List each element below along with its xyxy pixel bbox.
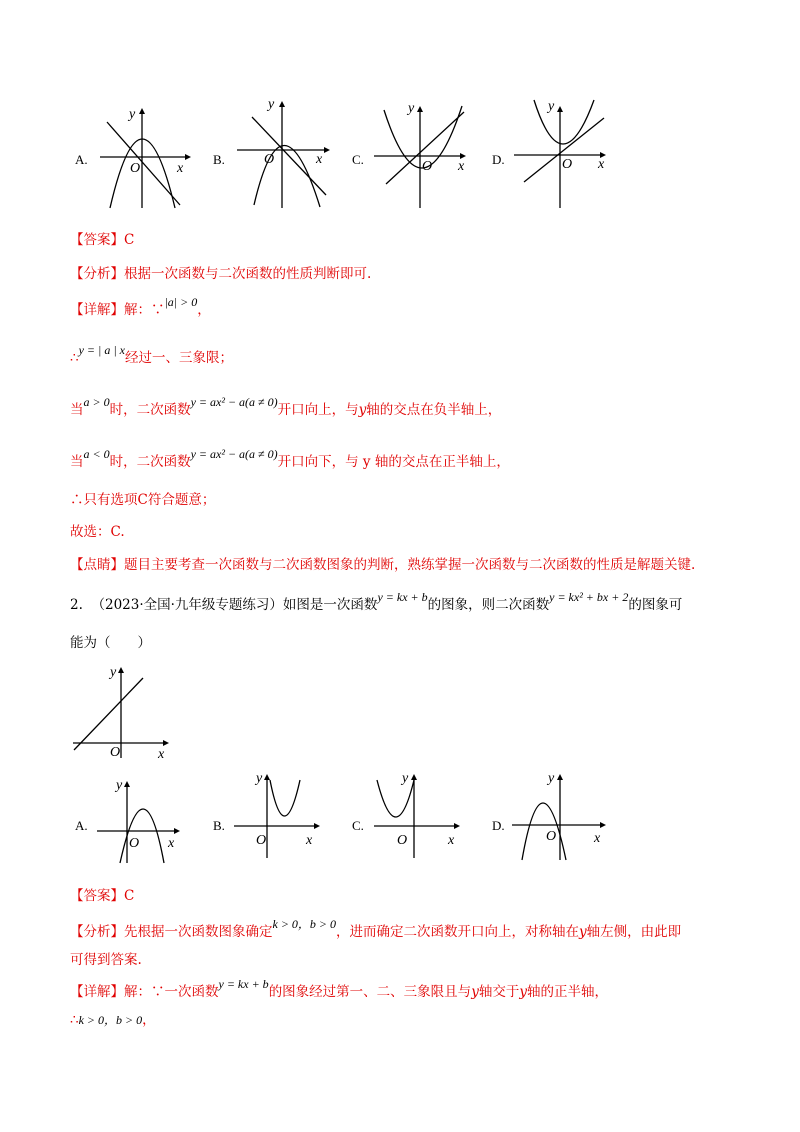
q1-option-b-label[interactable]: B. [213, 152, 225, 167]
q1-comment [70, 555, 695, 575]
detail-text: 时，二次函数 [109, 402, 191, 418]
math-abs-a: |a| > 0 [164, 295, 198, 309]
answer-tag: 【答案】 [70, 232, 124, 248]
q2-analysis-line2: 可得到答案. [70, 952, 142, 968]
q1-d-x-label: x [598, 157, 605, 172]
q1-detail-line1 [70, 295, 211, 320]
analysis-tag: 【分析】 [70, 924, 124, 940]
math-linear: y = kx + b [218, 977, 269, 991]
q2-graph-a [92, 775, 187, 865]
q2-d-o-label: O [546, 829, 557, 844]
q1-graph-c [372, 98, 472, 210]
analysis-tag: 【分析】 [70, 266, 124, 282]
math-y-abs-a-x: y = | a | x [78, 343, 125, 357]
answer-tag: 【答案】 [70, 888, 124, 904]
comment-text: 题目主要考查一次函数与二次函数图象的判断，熟练掌握一次函数与二次函数的性质是解题关键. [124, 557, 696, 573]
q1-detail-line5: ∴只有选项C符合题意； [70, 492, 216, 508]
q2-d-x-label: x [594, 831, 601, 846]
question-text: （2023·全国·九年级专题练习）如图是一次函数 [91, 597, 378, 613]
q2-option-c-label[interactable]: C. [352, 818, 364, 833]
q2-b-o-label: O [256, 833, 267, 848]
q2-stem [70, 590, 683, 615]
detail-text: 的图象经过第一、二、三象限且与 [268, 984, 472, 1000]
q2-detail-line2 [70, 1010, 156, 1030]
q2-analysis-line1 [70, 917, 682, 942]
q1-c-x-label: x [458, 159, 465, 174]
math-a-lt-0: a < 0 [83, 447, 110, 461]
analysis-text: 根据一次函数与二次函数的性质判断即可. [124, 266, 372, 282]
q2-line-x-label: x [158, 747, 165, 760]
comment-tag: 【点睛】 [70, 557, 124, 573]
q2-option-a-label[interactable]: A. [75, 818, 88, 833]
math-k-b: k > 0，b > 0 [78, 1013, 143, 1027]
q2-line-o-label: O [110, 745, 121, 760]
q1-option-d-label[interactable]: D. [492, 152, 505, 167]
detail-tag: 【详解】 [70, 984, 124, 1000]
question-text: 的图象，则二次函数 [427, 597, 550, 613]
detail-text: 解：∵一次函数 [124, 984, 219, 1000]
q1-b-x-label: x [316, 152, 323, 167]
q1-c-y-label: y [408, 101, 415, 116]
q2-d-y-label: y [548, 771, 555, 786]
analysis-text: ，进而确定二次函数开口向上，对称轴在 [336, 924, 580, 940]
analysis-text: 先根据一次函数图象确定 [124, 924, 273, 940]
var-y: y [471, 984, 479, 1000]
detail-text: 开口向下，与 y 轴的交点在正半轴上， [277, 454, 510, 470]
detail-text: 时，二次函数 [109, 454, 191, 470]
detail-text: 当 [70, 454, 84, 470]
therefore-symbol: ∴ [70, 350, 79, 366]
q1-a-o-label: O [130, 161, 141, 176]
q2-answer [70, 886, 134, 906]
q1-d-y-label: y [548, 99, 555, 114]
q2-stem-line2: 能为（ ） [70, 635, 151, 651]
q1-b-o-label: O [264, 152, 275, 167]
q2-option-d-label[interactable]: D. [492, 818, 505, 833]
q2-detail-line1 [70, 977, 608, 1002]
q2-line-y-label: y [110, 665, 117, 680]
detail-text: 轴交于 [478, 984, 520, 1000]
q1-a-y-label: y [129, 107, 136, 122]
q2-b-y-label: y [256, 771, 263, 786]
q1-detail-line3 [70, 395, 502, 420]
q1-detail-line2 [70, 343, 233, 368]
question-text: 的图象可 [628, 597, 683, 613]
math-quadratic: y = kx² + bx + 2 [549, 590, 629, 604]
therefore-symbol: ∴ [70, 1012, 79, 1028]
q2-a-o-label: O [129, 836, 140, 851]
q1-detail-line4 [70, 447, 510, 472]
q1-detail-line6: 故选：C. [70, 524, 125, 540]
answer-value: C [124, 232, 135, 248]
q2-graph-b [232, 768, 327, 858]
q2-c-x-label: x [448, 833, 455, 848]
q1-d-o-label: O [562, 157, 573, 172]
q2-graph-d [510, 768, 610, 863]
q1-analysis [70, 264, 371, 284]
math-quadratic: y = ax² − a(a ≠ 0) [190, 447, 278, 461]
q1-graph-a [95, 100, 195, 210]
detail-text: 开口向上，与 [277, 402, 359, 418]
var-y: y [519, 984, 527, 1000]
q1-b-y-label: y [268, 97, 275, 112]
detail-text: 经过一、三象限； [124, 350, 233, 366]
q2-b-x-label: x [306, 833, 313, 848]
q1-graph-d [512, 98, 612, 210]
var-y: y [579, 924, 587, 940]
q1-option-c-label[interactable]: C. [352, 152, 364, 167]
detail-text: 轴的交点在负半轴上， [366, 402, 502, 418]
q2-a-x-label: x [168, 836, 175, 851]
q1-option-a-label[interactable]: A. [75, 152, 88, 167]
q2-option-b-label[interactable]: B. [213, 818, 225, 833]
detail-text: 当 [70, 402, 84, 418]
q2-a-y-label: y [116, 778, 123, 793]
answer-value: C [124, 888, 135, 904]
detail-text: 解：∵ [124, 302, 165, 318]
q1-c-o-label: O [422, 159, 433, 174]
detail-text: 轴的正半轴， [526, 984, 608, 1000]
math-k-b: k > 0，b > 0 [272, 917, 337, 931]
punct: ， [142, 1012, 156, 1028]
q2-graph-c [372, 768, 467, 858]
math-linear: y = kx + b [377, 590, 428, 604]
detail-tag: 【详解】 [70, 302, 124, 318]
q2-c-o-label: O [397, 833, 408, 848]
q1-graph-b [232, 95, 332, 210]
q2-c-y-label: y [402, 771, 409, 786]
question-number: 2. [70, 597, 83, 613]
math-quadratic: y = ax² − a(a ≠ 0) [190, 395, 278, 409]
q1-a-x-label: x [177, 161, 184, 176]
punct: ， [197, 302, 211, 318]
analysis-text: 轴左侧，由此即 [586, 924, 682, 940]
var-y: y [358, 402, 367, 418]
q1-answer [70, 230, 134, 250]
math-a-gt-0: a > 0 [83, 395, 110, 409]
q2-linear-graph [68, 660, 178, 760]
